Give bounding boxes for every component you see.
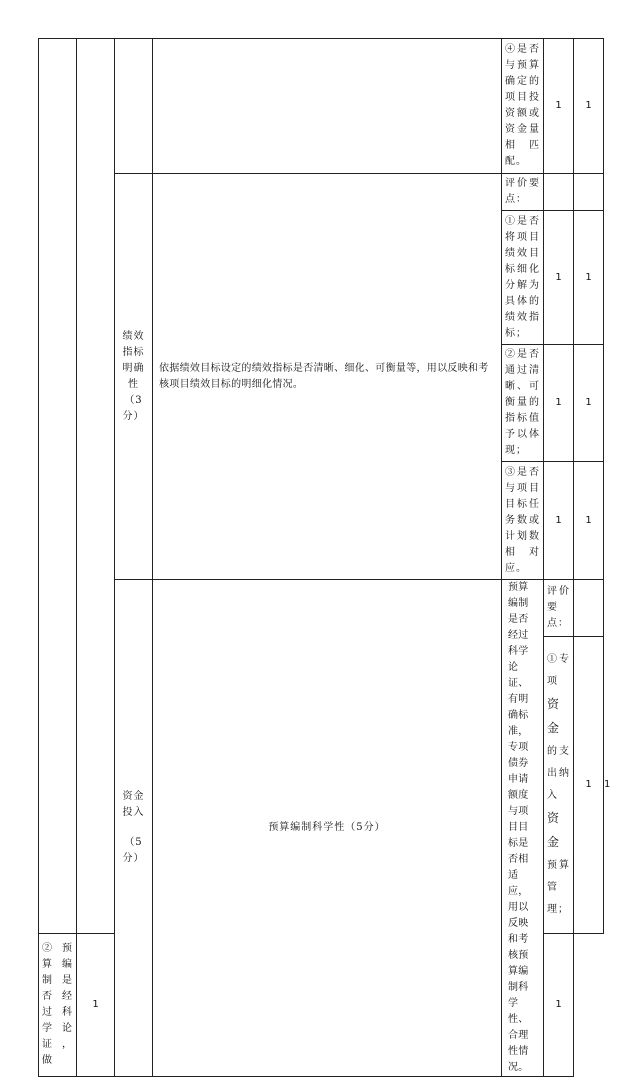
score-cell-empty — [574, 580, 604, 637]
score-cell: 1 — [574, 345, 604, 462]
description-cell-continued — [153, 39, 502, 174]
evaluation-point — [544, 636, 574, 933]
category-title: 资金投入 — [122, 791, 145, 818]
score-cell-empty — [544, 174, 574, 211]
evaluation-point: ②是否通过清晰、可衡量的指标值予以体现； — [502, 345, 544, 462]
table-row — [39, 39, 604, 174]
point-suffix: 预算管理； — [547, 860, 570, 916]
evaluation-point: ②预算编制是否经过科学论证，做 — [39, 934, 77, 1077]
indicator-cell-continued — [115, 39, 153, 174]
evaluation-point: ①是否将项目绩效目标细化分解为具体的绩效指标； — [502, 211, 544, 345]
score-cell: 1 — [544, 934, 574, 1077]
evaluation-header: 评价要点： — [544, 580, 574, 637]
category-name — [115, 580, 153, 1077]
score-cell: 1 — [574, 462, 604, 580]
subcategory-cell-continued — [77, 39, 115, 934]
point-emphasis: 资金 — [547, 811, 561, 850]
score-cell: 1 — [77, 934, 115, 1077]
score-cell: 1 — [544, 39, 574, 174]
indicator-description: 依据绩效目标设定的绩效指标是否清晰、细化、可衡量等，用以反映和考核项目绩效目标的明细化情况。 — [153, 174, 502, 580]
evaluation-point: ③是否与项目目标任务数或计划数相对应。 — [502, 462, 544, 580]
indicator-description: 预算编制是否经过科学论证、有明确标准，专项债券申请额度与项目目标是否相适应，用以反映和考核预算编制科学性、合理性情况。 — [502, 580, 544, 1077]
score-cell: 1 — [544, 462, 574, 580]
table-row — [39, 580, 604, 637]
point-emphasis: 资金 — [547, 697, 561, 736]
table-row: ①专项资金的支出纳入资金预算管理； 1 1 — [39, 636, 604, 933]
category-points: （5分） — [122, 837, 145, 864]
indicator-name: 绩效指标明确性（3分） — [115, 174, 153, 580]
point-middle: 的支出纳入 — [547, 746, 570, 802]
category-cell-continued — [39, 39, 77, 934]
score-cell: 1 — [544, 211, 574, 345]
score-cell-empty — [574, 174, 604, 211]
point-prefix: ①专项 — [547, 654, 570, 688]
score-cell: 1 — [574, 636, 604, 933]
score-cell: 1 — [574, 211, 604, 345]
score-cell: 1 — [574, 39, 604, 174]
evaluation-point: ④是否与预算确定的项目投资额或资金量相匹配。 — [502, 39, 544, 174]
evaluation-table — [38, 38, 611, 1077]
table-row — [39, 174, 604, 211]
score-cell: 1 — [544, 345, 574, 462]
indicator-name: 预算编制科学性（5分） — [153, 580, 502, 1077]
evaluation-header: 评价要点： — [502, 174, 544, 211]
